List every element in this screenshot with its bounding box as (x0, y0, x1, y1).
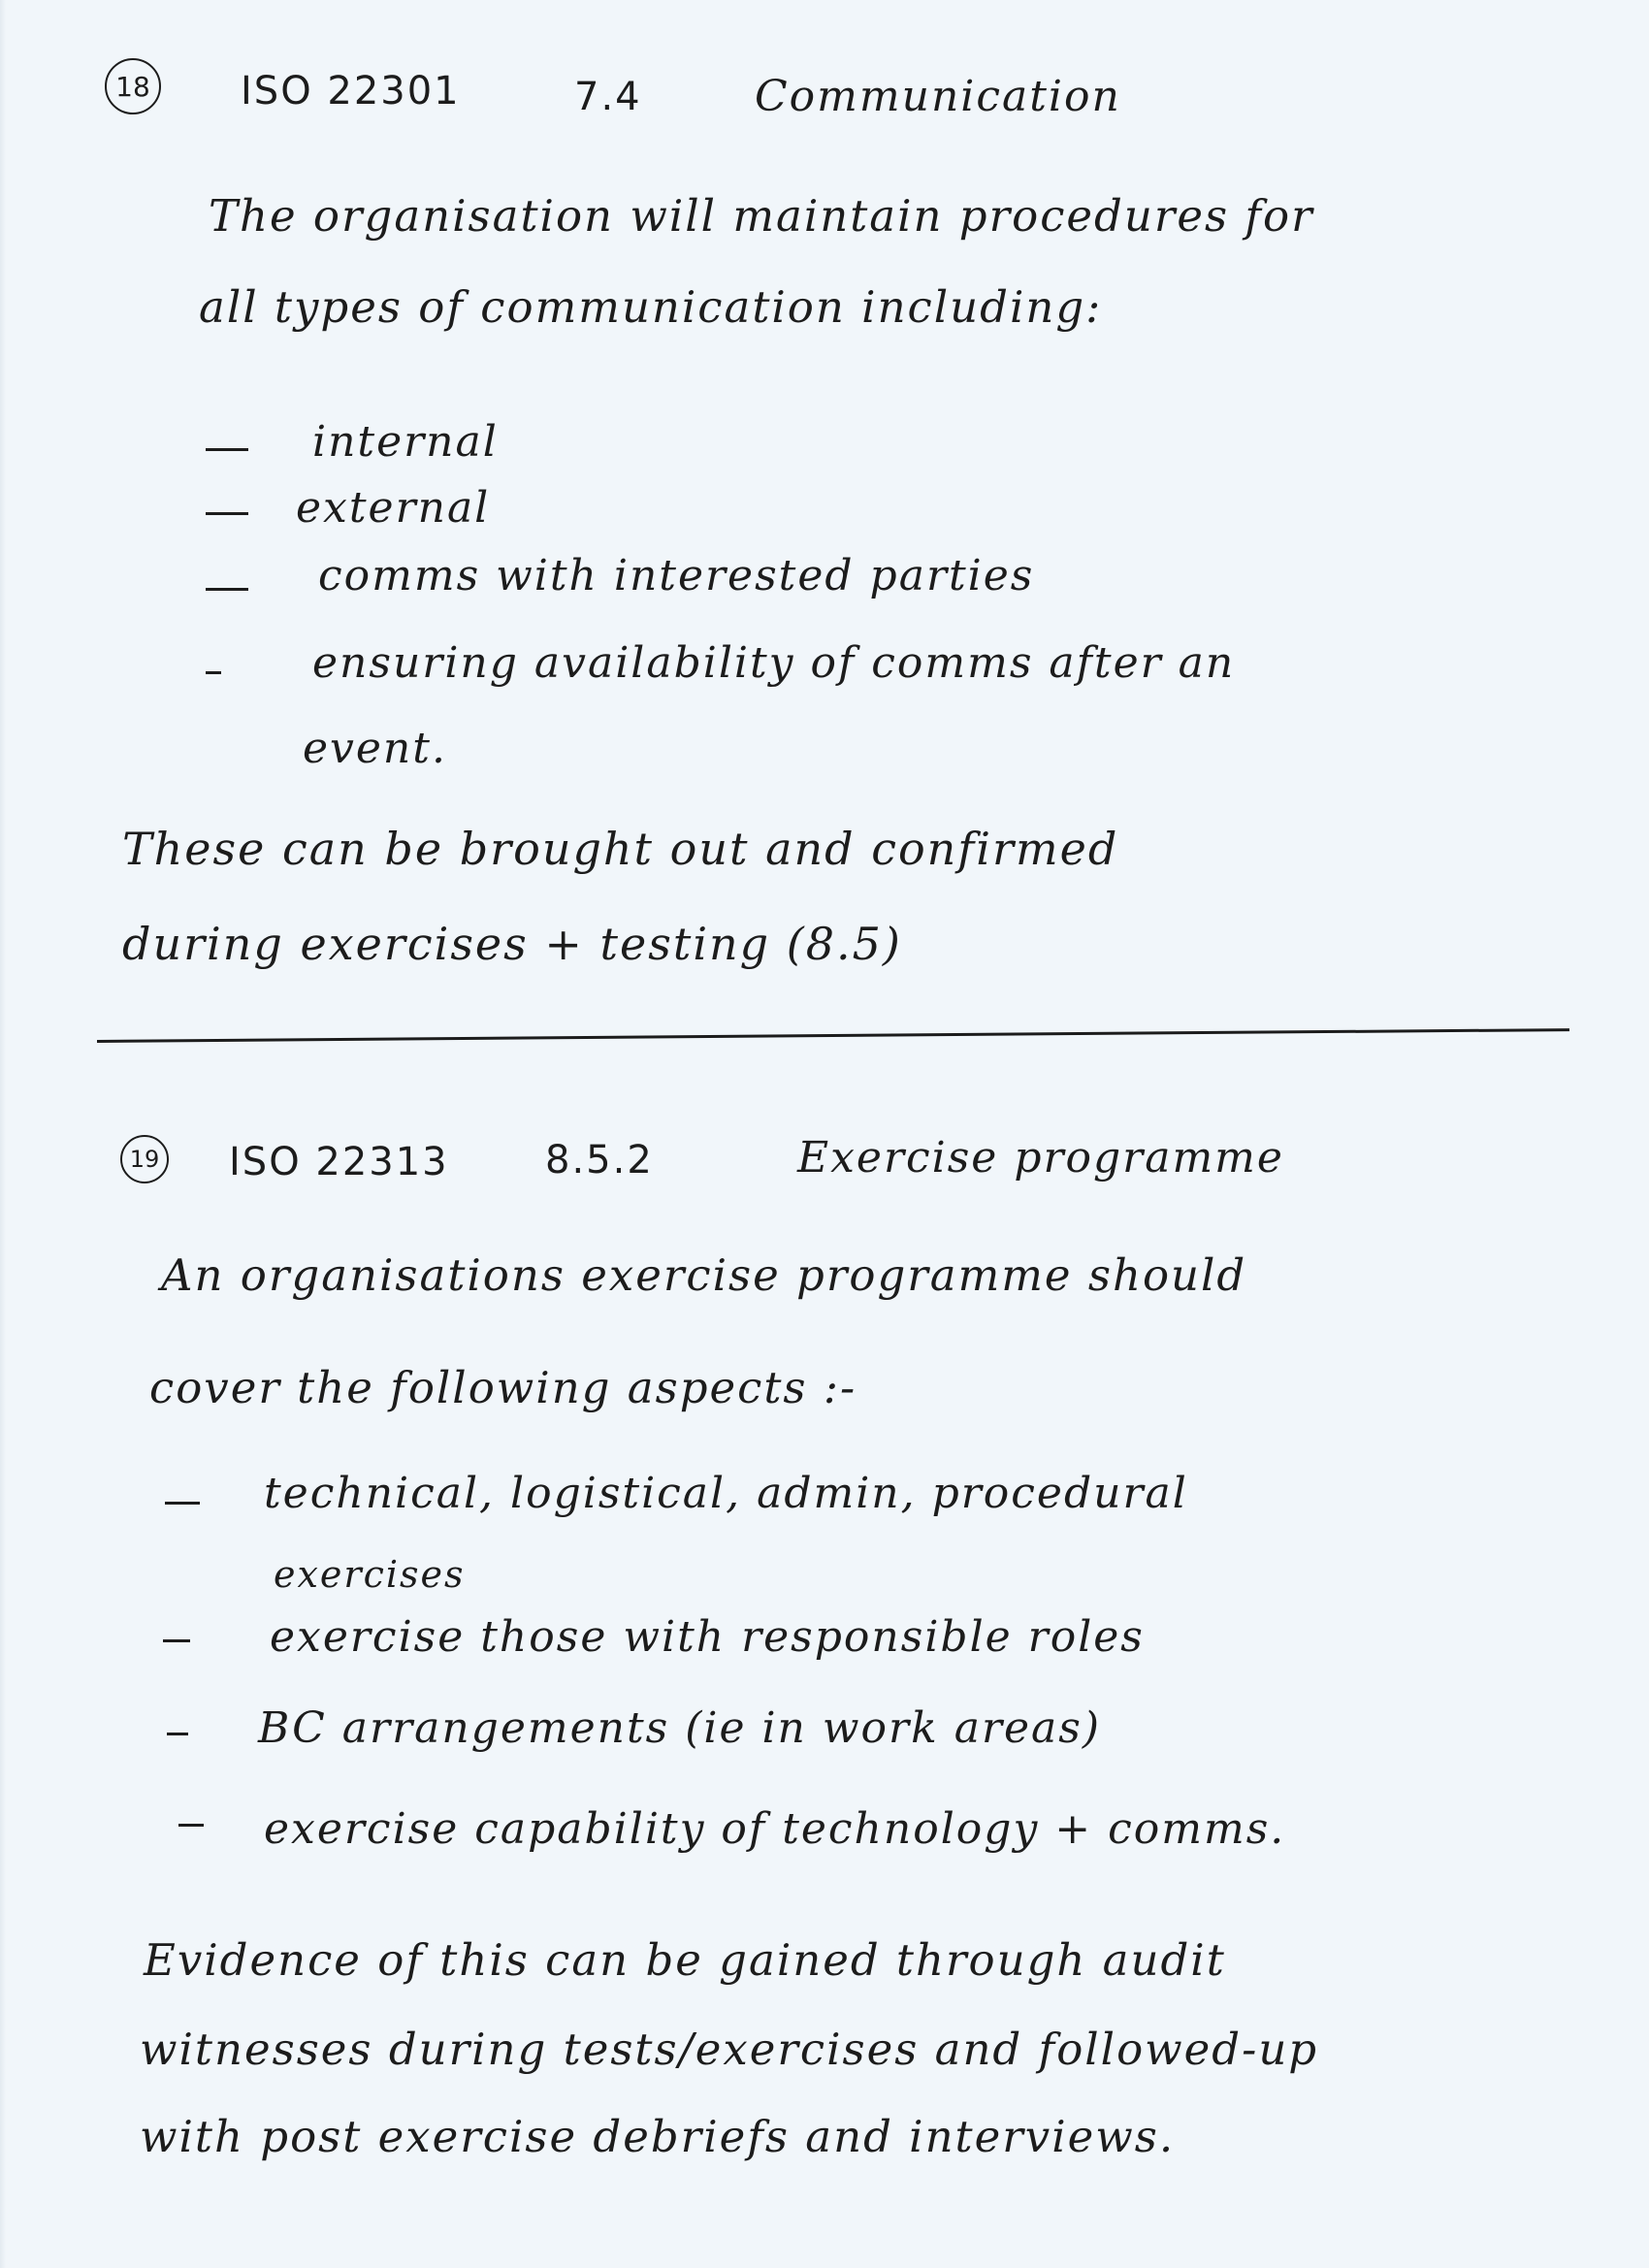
section-19-item-bc-arrangements: BC arrangements (ie in work areas) (258, 1703, 1102, 1753)
section-18-item-availability: ensuring availability of comms after an (312, 638, 1236, 688)
section-19-item-technology: exercise capability of technology + comms. (264, 1804, 1286, 1854)
section-19-standard: ISO 22313 (229, 1140, 449, 1184)
section-18-item-availability-cont: event. (303, 724, 447, 773)
section-19-title: Exercise programme (797, 1133, 1284, 1183)
section-19-clause: 8.5.2 (545, 1138, 654, 1183)
section-19-closing-line-3: with post exercise debriefs and interviews. (140, 2111, 1176, 2162)
section-19-intro-line-1: An organisations exercise programme should (161, 1249, 1247, 1301)
section-18-closing-line-1: These can be brought out and confirmed (122, 823, 1119, 875)
section-18-closing-line-2: during exercises + testing (8.5) (122, 918, 902, 970)
bullet-dash (165, 1502, 200, 1505)
section-18-intro-line-1: The organisation will maintain procedures for (209, 190, 1314, 242)
section-divider (97, 1028, 1569, 1043)
bullet-dash (167, 1733, 188, 1735)
section-18-title: Communication (755, 72, 1121, 121)
section-18-standard: ISO 22301 (241, 69, 461, 113)
section-19-item-technical-cont: exercises (274, 1553, 466, 1596)
section-18-intro-line-2: all types of communication including: (199, 281, 1103, 333)
section-19-closing-line-2: witnesses during tests/exercises and followed-up (140, 2024, 1319, 2075)
section-19-item-technical: technical, logistical, admin, procedural (264, 1469, 1188, 1518)
section-18-clause: 7.4 (574, 75, 642, 119)
section-19-closing-line-1: Evidence of this can be gained through audit (144, 1934, 1226, 1986)
page-edge-shadow (0, 0, 6, 2268)
bullet-dash (178, 1824, 204, 1827)
section-19-intro-line-2: cover the following aspects :- (149, 1362, 857, 1413)
bullet-dash (163, 1639, 190, 1642)
section-18-item-interested-parties: comms with interested parties (318, 551, 1035, 600)
section-18-item-internal: internal (312, 417, 499, 467)
section-18-item-external: external (296, 483, 491, 533)
bullet-dash (206, 512, 248, 515)
bullet-dash (206, 671, 221, 674)
section-19-item-responsible-roles: exercise those with responsible roles (270, 1612, 1145, 1662)
bullet-dash (206, 448, 248, 451)
bullet-dash (206, 588, 248, 591)
section-19-number: 19 (120, 1135, 169, 1183)
section-18-number: 18 (105, 58, 161, 114)
